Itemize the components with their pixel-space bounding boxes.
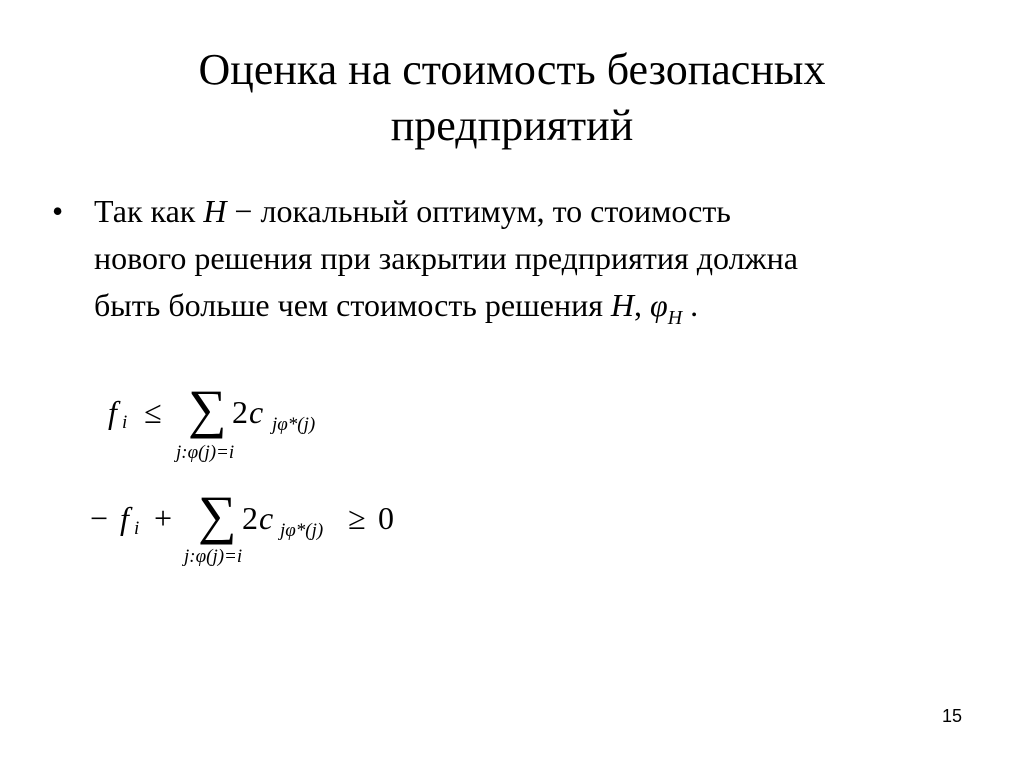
phi-subscript: H bbox=[667, 307, 683, 329]
bullet-item bbox=[52, 188, 982, 334]
separator: , bbox=[634, 287, 651, 323]
f-subscript: i bbox=[122, 412, 128, 433]
formula-inequality-2 bbox=[90, 485, 410, 574]
minus-sign: − bbox=[90, 500, 109, 536]
zero-value: 0 bbox=[378, 500, 394, 536]
cost-subscript: jφ*(j) bbox=[272, 414, 316, 435]
bullet-line-3 bbox=[94, 282, 982, 334]
coefficient: 2 bbox=[242, 500, 258, 536]
greater-equal-sign: ≥ bbox=[348, 500, 366, 536]
plus-sign: + bbox=[154, 500, 173, 536]
phi-symbol: φ bbox=[650, 287, 668, 323]
variable-h: H bbox=[610, 287, 635, 323]
cost-variable: c bbox=[249, 394, 264, 430]
variable-h: H bbox=[203, 193, 227, 229]
summation-sign: ∑ bbox=[198, 485, 237, 545]
bullet-line-2: нового решения при закрытии предприятия должна bbox=[94, 240, 798, 276]
less-equal-sign: ≤ bbox=[144, 394, 162, 430]
cost-subscript: jφ*(j) bbox=[280, 520, 324, 541]
slide-title bbox=[0, 42, 1024, 154]
formula-inequality-1 bbox=[100, 379, 360, 468]
bullet-line-3-end: . bbox=[682, 287, 699, 323]
bullet-line-1-end: − локальный оптимум, то стоимость bbox=[226, 193, 731, 229]
page-number: 15 bbox=[941, 706, 962, 726]
bullet-marker: • bbox=[52, 193, 64, 229]
cost-variable: c bbox=[259, 500, 274, 536]
sum-index: j:φ(j)=i bbox=[184, 546, 243, 567]
f-variable: f bbox=[120, 500, 129, 536]
slide-title-line-2: предприятий bbox=[390, 101, 634, 150]
slide-title-line-1: Оценка на стоимость безопасных bbox=[198, 45, 826, 94]
bullet-line-1 bbox=[94, 188, 982, 235]
f-subscript: i bbox=[134, 518, 140, 539]
coefficient: 2 bbox=[232, 394, 248, 430]
sum-index: j:φ(j)=i bbox=[176, 442, 235, 463]
bullet-text bbox=[94, 188, 982, 334]
summation-sign: ∑ bbox=[188, 379, 227, 439]
bullet-line-3-start: быть больше чем стоимость решения bbox=[94, 287, 611, 323]
f-variable: f bbox=[108, 394, 117, 430]
bullet-line-1-start: Так как bbox=[94, 193, 204, 229]
